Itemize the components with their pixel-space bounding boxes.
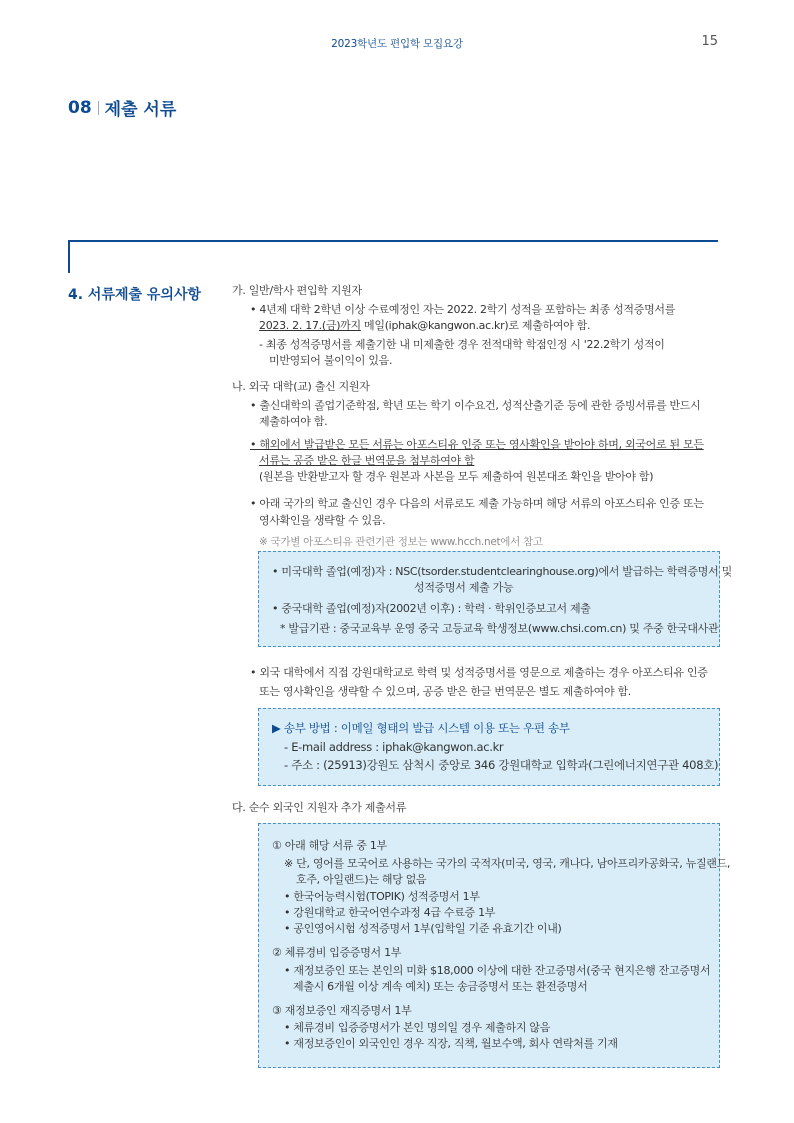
- part-ga-bullet1-line1: • 4년제 대학 2학년 이상 수료예정인 자는 2022. 2학기 성적을 포함하는 최종 성적증명서를: [250, 303, 676, 316]
- part-na-bullet3-line1: • 아래 국가의 학교 출신인 경우 다음의 서류로도 제출 가능하며 해당 서류의 아포스티유 인증 또는: [250, 497, 704, 510]
- box3-item1: ① 아래 해당 서류 중 1부: [272, 839, 387, 852]
- box3-item1-note2: 호주, 아일랜드)는 해당 없음: [296, 873, 427, 886]
- part-na-bullet4-line2: 또는 영사확인을 생략할 수 있으며, 공증 받은 한글 번역문은 별도 제출하여야 함.: [259, 685, 631, 698]
- box3-item3-b2: • 재정보증인이 외국인인 경우 직장, 직책, 월보수액, 회사 연락처를 기재: [284, 1037, 618, 1050]
- box2-line2: - E-mail address : iphak@kangwon.ac.kr: [284, 740, 504, 754]
- running-header: 2023학년도 편입학 모집요강: [331, 38, 463, 50]
- box1-line2: 성적증명서 제출 가능: [414, 581, 514, 594]
- box3-item2-b1-line1: • 재정보증인 또는 본인의 미화 $18,000 이상에 대한 잔고증명서(중국 현지은행 잔고증명서: [284, 964, 711, 977]
- part-na-bullet2-line2: 서류는 공증 받은 한글 번역문을 첨부하여야 함: [259, 454, 475, 467]
- part-na-bullet2-line1: [250, 437, 704, 453]
- part-na-bullet1-line2: 제출하여야 함.: [259, 415, 328, 428]
- section-rule-vertical: [68, 240, 70, 273]
- part-da-title: 다. 순수 외국인 지원자 추가 제출서류: [232, 801, 407, 814]
- part-na-bullet2-line3: (원본을 반환받고자 할 경우 원본과 사본을 모두 제출하여 원본대조 확인을 받아야 함): [259, 470, 654, 483]
- chapter-separator: [98, 101, 99, 115]
- box1-line3: • 중국대학 졸업(예정)자(2002년 이후) : 학력 · 학위인증보고서 제출: [272, 602, 591, 615]
- part-na-title: 나. 외국 대학(교) 출신 지원자: [232, 380, 370, 393]
- chapter-name: 제출 서류: [104, 100, 177, 120]
- box3-item3-b1: • 체류경비 입증증명서가 본인 명의일 경우 제출하지 않음: [284, 1021, 551, 1034]
- deadline-text: 2023. 2. 17.(금)까지: [259, 319, 361, 332]
- chapter-title: [68, 95, 176, 120]
- page-number: 15: [701, 34, 718, 49]
- part-ga-dash1-line1: - 최종 성적증명서를 제출기한 내 미제출한 경우 전적대학 학점인정 시 '22.2학기 성적이: [259, 338, 665, 351]
- deadline-rest: 메일(iphak@kangwon.ac.kr)로 제출하여야 함.: [360, 319, 591, 332]
- part-na-note: ※ 국가별 아포스티유 관련기관 정보는 www.hcch.net에서 참고: [259, 536, 543, 548]
- box1-line4: * 발급기관 : 중국교육부 운영 중국 고등교육 학생정보(www.chsi.com.cn) 및 주중 한국대사관: [280, 622, 719, 635]
- part-ga-title: 가. 일반/학사 편입학 지원자: [232, 284, 362, 297]
- box3-item2: ② 체류경비 입증증명서 1부: [272, 946, 402, 959]
- section-rule: [68, 240, 718, 242]
- box3-item1-b1: • 한국어능력시험(TOPIK) 성적증명서 1부: [284, 890, 480, 903]
- part-na-bullet3-line2: 영사확인을 생략할 수 있음.: [259, 514, 386, 527]
- box3-item1-b3: • 공인영어시험 성적증명서 1부(입학일 기준 유효기간 이내): [284, 922, 562, 935]
- section-heading: 4. 서류제출 유의사항: [68, 287, 201, 303]
- chapter-number: 08: [68, 97, 92, 118]
- bullet2-line1-text: • 해외에서 발급받은 모든 서류는 아포스티유 인증 또는 영사확인을 받아야 하며, 외국어로 된 모든: [250, 438, 704, 451]
- part-na-bullet4-line1: • 외국 대학에서 직접 강원대학교로 학력 및 성적증명서를 영문으로 제출하는 경우 아포스티유 인증: [250, 666, 708, 679]
- box3-item2-b1-line2: 제출시 6개월 이상 계속 예치) 또는 송금증명서 또는 환전증명서: [293, 980, 588, 993]
- box2-line3: - 주소 : (25913)강원도 삼척시 중앙로 346 강원대학교 입학과(그린에너지연구관 408호): [284, 758, 719, 772]
- box2-line1: ▶ 송부 방법 : 이메일 형태의 발급 시스템 이용 또는 우편 송부: [272, 721, 570, 735]
- part-ga-bullet1-line2: [259, 318, 590, 334]
- part-na-bullet1-line1: • 출신대학의 졸업기준학점, 학년 또는 학기 이수요건, 성적산출기준 등에 관한 증빙서류를 반드시: [250, 399, 701, 412]
- box3-item3: ③ 재정보증인 재직증명서 1부: [272, 1004, 412, 1017]
- box3-item1-note1: ※ 단, 영어를 모국어로 사용하는 국가의 국적자(미국, 영국, 캐나다, 남아프리카공화국, 뉴질랜드,: [284, 857, 731, 870]
- part-ga-dash1-line2: 미반영되어 불이익이 있음.: [269, 354, 393, 367]
- box3-item1-b2: • 강원대학교 한국어연수과정 4급 수료증 1부: [284, 906, 496, 919]
- box1-line1: • 미국대학 졸업(예정)자 : NSC(tsorder.studentclearinghouse.org)에서 발급하는 학력증명서 및: [272, 565, 732, 578]
